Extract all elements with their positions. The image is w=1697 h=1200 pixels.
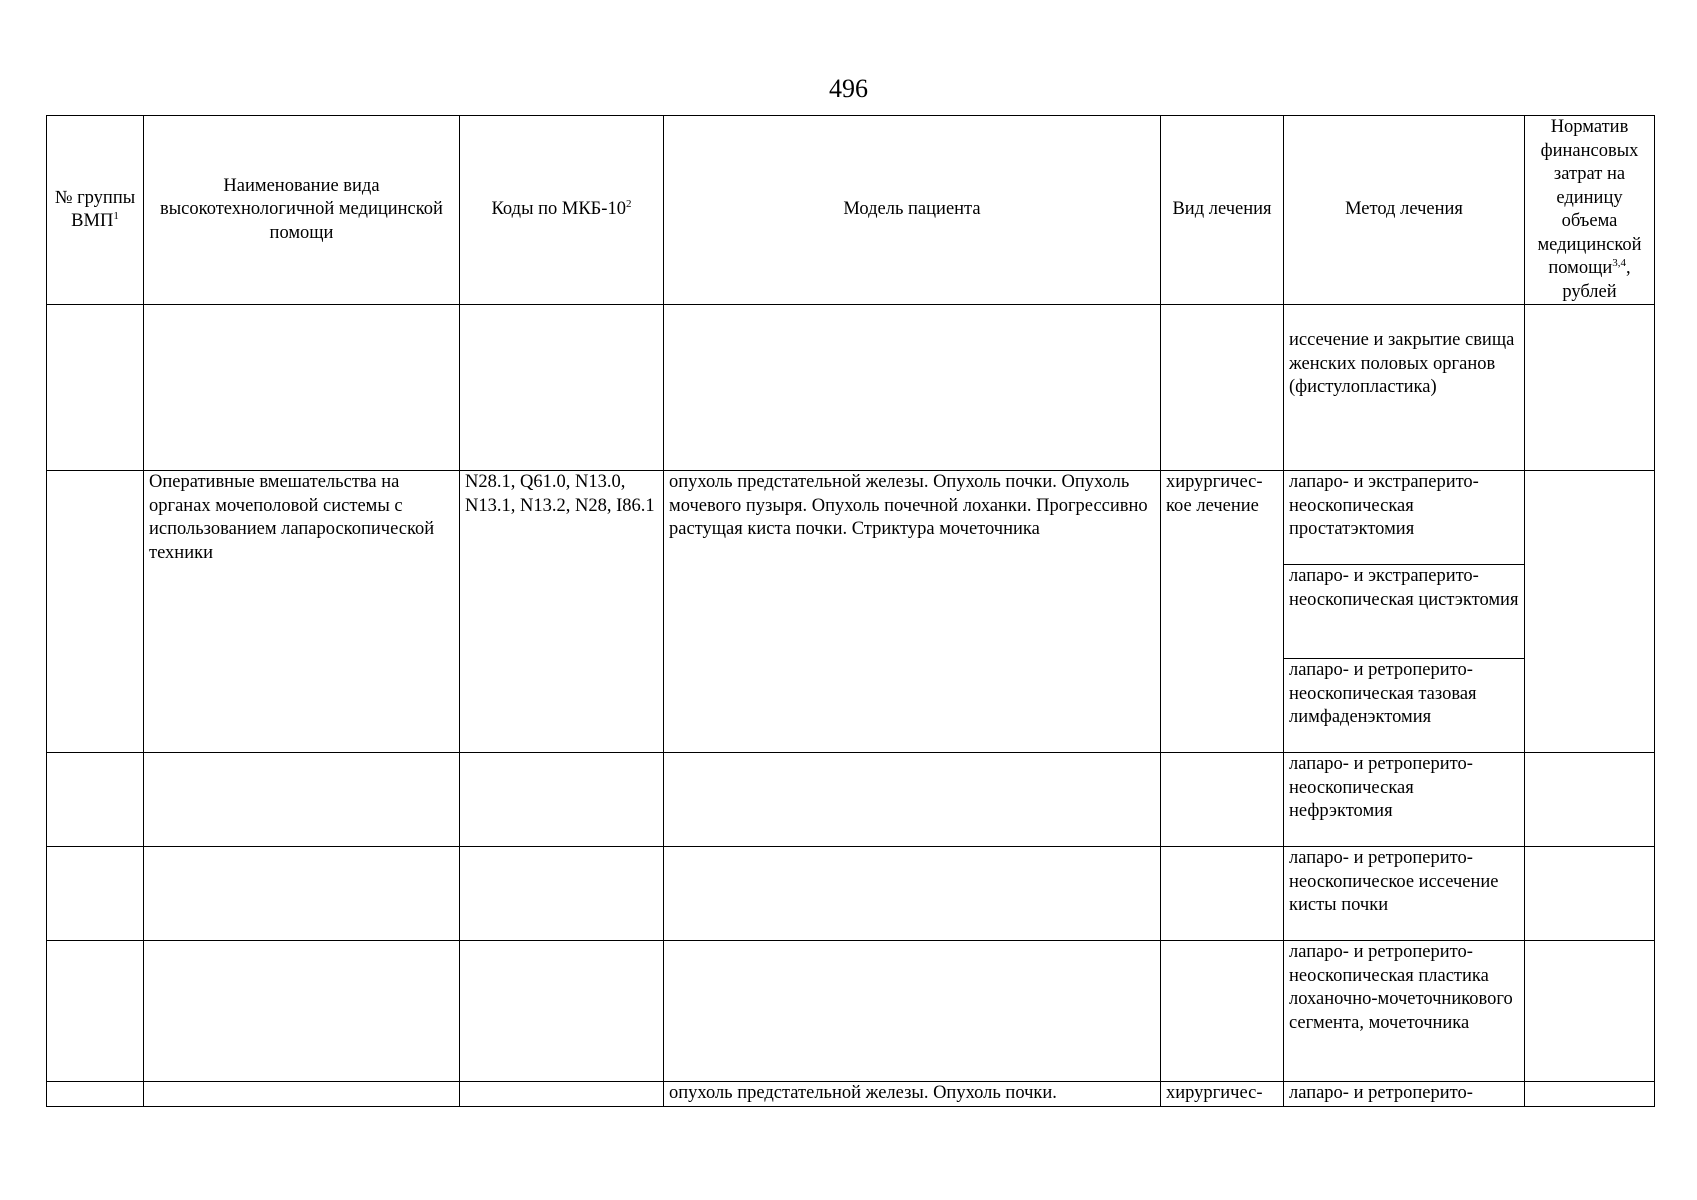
cell-codes [460,847,664,941]
cell-treatment-type: хирургичес-кое лечение [1161,471,1284,753]
cell-cost [1525,847,1655,941]
cell-method: лапаро- и ретроперито- [1284,1082,1525,1107]
cell-name [144,1082,460,1107]
cell-model: опухоль предстательной железы. Опухоль почки. [664,1082,1161,1107]
cell-cost [1525,753,1655,847]
cell-method: лапаро- и экстраперито-неоскопическая простатэктомия [1284,471,1525,565]
cell-treatment-type [1161,305,1284,471]
header-row [47,116,1655,305]
cell-name [144,847,460,941]
cell-cost [1525,305,1655,471]
header-group-no: № группы ВМП$^1$ [47,116,144,305]
table-row [47,471,1655,565]
cell-codes [460,753,664,847]
cell-method: лапаро- и ретроперито-неоскопическая нефрэктомия [1284,753,1525,847]
cell-method: лапаро- и ретроперито-неоскопическая тазовая лимфаденэктомия [1284,659,1525,753]
header-model: Модель пациента [664,116,1161,305]
header-treatment-type: Вид лечения [1161,116,1284,305]
cell-name [144,753,460,847]
cell-group-no [47,753,144,847]
cell-codes [460,305,664,471]
cell-method: лапаро- и ретроперито-неоскопическое иссечение кисты почки [1284,847,1525,941]
cell-model [664,847,1161,941]
vmp-table [46,115,1655,1107]
cell-model [664,305,1161,471]
cell-model [664,941,1161,1082]
cell-codes: N28.1, Q61.0, N13.0, N13.1, N13.2, N28, I86.1 [460,471,664,753]
table-row [47,305,1655,471]
cell-group-no [47,305,144,471]
cell-name: Оперативные вмешательства на органах мочеполовой системы с использованием лапароскопической техники [144,471,460,753]
cell-treatment-type [1161,941,1284,1082]
cell-group-no [47,471,144,753]
cell-codes [460,1082,664,1107]
header-codes: Коды по МКБ-$10^2$ [460,116,664,305]
header-cost: Норматив финансовых затрат на единицу объема медицинской помощи$^{3,4}$, рублей [1525,116,1655,305]
cell-cost [1525,1082,1655,1107]
cell-name [144,305,460,471]
cell-model [664,753,1161,847]
cell-name [144,941,460,1082]
cell-treatment-type [1161,753,1284,847]
table-row [47,941,1655,1082]
header-name: Наименование вида высокотехнологичной медицинской помощи [144,116,460,305]
cell-treatment-type: хирургичес- [1161,1082,1284,1107]
cell-codes [460,941,664,1082]
header-method: Метод лечения [1284,116,1525,305]
table-row [47,1082,1655,1107]
cell-cost [1525,471,1655,753]
cell-cost [1525,941,1655,1082]
table-row [47,847,1655,941]
cell-model: опухоль предстательной железы. Опухоль почки. Опухоль мочевого пузыря. Опухоль почечной лоханки. Прогрессивно растущая киста почки. Стриктура мочеточника [664,471,1161,753]
cell-group-no [47,1082,144,1107]
cell-method: лапаро- и экстраперито-неоскопическая цистэктомия [1284,565,1525,659]
page-number: 496 [829,74,868,103]
cell-group-no [47,941,144,1082]
cell-treatment-type [1161,847,1284,941]
cell-method: иссечение и закрытие свища женских половых органов (фистулопластика) [1284,305,1525,471]
table-row [47,753,1655,847]
cell-group-no [47,847,144,941]
cell-method: лапаро- и ретроперито-неоскопическая пластика лоханочно-мочеточникового сегмента, мочеточника [1284,941,1525,1082]
